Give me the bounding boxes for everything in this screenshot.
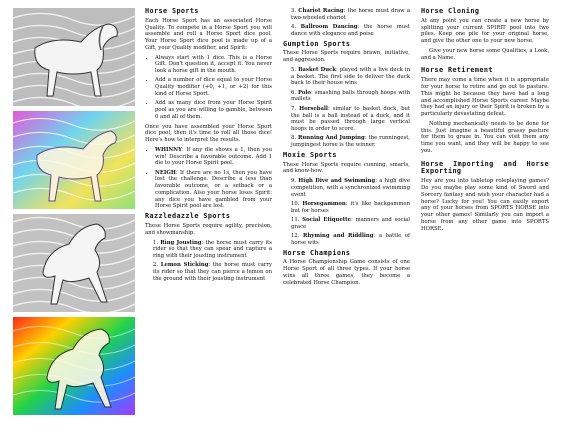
illustration-column [13, 8, 135, 420]
sport-number: 7. [291, 105, 297, 112]
dice-pool-item: • Add a number of dice equal to your Horse Quality modifier (+0, +1, or +2) for this kind of Horse Sport. [155, 77, 272, 97]
sport-desc: : the horse must dance with elegance and poise [291, 24, 410, 37]
razzle-list [145, 240, 272, 283]
sport-item [291, 201, 410, 215]
results-list [145, 147, 272, 210]
horse-sketch-icon [13, 8, 135, 106]
horse-sports-heading: Horse Sports [145, 7, 199, 15]
sport-name: Social Etiquette [302, 217, 351, 223]
text-column-3 [421, 8, 549, 235]
horse-illustration-grayscale-2 [13, 214, 135, 312]
sport-name: Ballroom Dancing [300, 24, 358, 31]
horse-psychedelic-icon [13, 111, 135, 209]
cloning-text-2: Give your new horse some Qualities, a Look, and a Name. [421, 47, 549, 61]
sport-desc: : the runningest, jumpingest horse is the winner. [291, 135, 411, 149]
sport-item [291, 217, 410, 231]
sport-number: 5. [291, 66, 297, 73]
horse-illustration-rainbow [13, 317, 135, 415]
sport-item [291, 178, 410, 198]
sport-desc: : the horse must carry its rider so that they can pierce a lemon on the ground with their jousting instrument [153, 262, 272, 282]
sport-desc: : similar to basket duck, but the ball is a ball instead of a duck, and it must be passed through large vertical hoops in order to score. [291, 105, 410, 133]
sport-item [291, 135, 410, 149]
result-text: : If any die shows a 1, then you win! Describe a favorable outcome. Add 1 die to your Horse Spirit pool. [155, 146, 272, 167]
sport-number: 9. [291, 178, 297, 185]
gumption-intro: These Horse Sports require brawn, initiative, and aggression. [283, 50, 410, 64]
sport-name: Lemon Sticking [160, 262, 209, 269]
sport-item [291, 106, 410, 133]
sport-item [291, 8, 410, 22]
champions-text: A Horse Championship Game consists of one Horse Sport of all three types. If your horse wins all three games, they become a celebrated Horse Champion. [283, 259, 410, 286]
razzle-intro: These Horse Sports require agility, precision, and showmanship. [145, 223, 272, 236]
sport-desc: : the horse must draw a two-wheeled chariot [291, 8, 411, 21]
sport-item [291, 67, 410, 87]
text-column-2 [283, 8, 410, 289]
moxie-heading: Moxie Sports [283, 150, 337, 159]
cloning-text: At any point you can create a new horse by splitting your current SPIRIT pool into two piles. Keep one pile for your original horse, and give the other one to your new horse. [421, 17, 549, 45]
sport-number: 8. [291, 135, 297, 142]
moxie-intro: These Horse Sports require cunning, smarts, and know-how. [283, 161, 410, 175]
sport-number: 11. [291, 217, 300, 223]
sport-number: 3. [291, 8, 297, 14]
results-intro: Once you have assembled your Horse Sport dice pool, then it's time to roll all those dice! Here's how to interpret the results. [145, 123, 272, 144]
razzle-list-continued [283, 8, 410, 38]
sport-name: Rhyming and Riddling [303, 233, 374, 240]
dice-pool-item: • Always start with 1 dice. This is a Horse Gift. Don't question it, accept it. You never look a horse gift in the mouth. [155, 55, 272, 75]
sport-name: Horseball [299, 105, 328, 112]
sport-number: 4. [291, 24, 297, 31]
result-term: WHINNY [155, 146, 182, 153]
retirement-heading: Horse Retirement [421, 66, 493, 75]
champions-heading: Horse Champions [283, 248, 351, 257]
importing-heading: Horse Importing and Horse Exporting [421, 159, 549, 176]
sport-desc: : a battle of horse wits [291, 233, 410, 246]
sport-name: Basket Duck [298, 66, 336, 73]
sport-number: 1. [153, 239, 159, 246]
sport-desc: : played with a live duck in a basket. The first side to deliver the duck back to their house wins [291, 66, 410, 87]
sport-desc: : it's like backgammon but for horses [291, 200, 410, 214]
sport-name: Horsegammon [302, 200, 346, 207]
retirement-text: There may come a time when it is appropriate for your horse to retire and go out to pasture. This might be because they have had a long and accomplished Horse Sports career. Maybe they had an injury or their Spirit is broken by a particularly devastating defeat. [421, 77, 549, 118]
horse-sports-intro: Each Horse Sport has an associated Horse Quality. To compete in a Horse Sport you will assemble and roll a Horse Sport dice pool. Your Horse Sport dice pool is made up of a Gift, your Quality modifier, and Spirit: [145, 17, 272, 51]
result-text: : If there are no 1s, then you have lost the challenge. Describe a less than favorable outcome, or a setback or a complication. Also your horse loses Spirit: any dice you have gambled from your Horse Spirit pool are lost. [155, 169, 272, 210]
sport-desc: : manners and social grace [291, 217, 411, 230]
sport-item [153, 240, 272, 260]
sport-name: Chariot Racing [298, 8, 344, 14]
sport-item [291, 233, 410, 247]
sport-number: 6. [291, 89, 297, 96]
horse-rearing-icon [13, 214, 135, 312]
sport-item [153, 262, 272, 282]
text-column-1 [145, 8, 272, 286]
moxie-list [283, 178, 410, 246]
sport-name: High Dive and Swimming [298, 178, 376, 185]
sport-number: 10. [291, 200, 300, 207]
sport-item [291, 90, 410, 104]
sport-name: Polo [298, 89, 311, 96]
razzle-heading: Razzledazzle Sports [145, 212, 231, 221]
cloning-heading: Horse Cloning [421, 7, 480, 15]
horse-illustration-grayscale-1 [13, 8, 135, 106]
sport-number: 12. [291, 233, 300, 240]
sport-item [291, 24, 410, 38]
sport-desc: : smashing balls through hoops with mallets [291, 89, 410, 103]
sport-number: 2. [153, 262, 159, 269]
sport-desc: : a high dive competition, with a synchronized swimming event [291, 178, 410, 198]
horse-rainbow-icon [13, 317, 135, 415]
sport-desc: : the horse must carry its rider so that they can spear and capture a ring with their jousting instrument [153, 239, 273, 260]
horse-illustration-psychedelic-1 [13, 111, 135, 209]
dice-pool-item: • Add as many dice from your Horse Spirit pool as you are willing to gamble, between 0 and all of them. [155, 100, 272, 120]
retirement-text-2: Nothing mechanically needs to be done for this. Just imagine a beautiful grassy pasture for them to graze in. You can visit them any time you want, and they will be happy to see you. [421, 120, 549, 154]
gumption-heading: Gumption Sports [283, 39, 351, 48]
result-item [155, 147, 272, 167]
gumption-list [283, 67, 410, 149]
sport-name: Ring Jousting [160, 239, 202, 246]
result-item [155, 170, 272, 211]
importing-text: Hey are you into tabletop roleplaying games? Do you maybe play some kind of Sword and Sorcery fantasy and wish your character had a horse? Lucky for you! You can easily export any of your horses from SPORTS HORSE into your other games! Similarly you can import a horse from any other game into SPORTS HORSE. [421, 178, 549, 232]
sport-name: Running And Jumping [298, 135, 365, 142]
result-term: NEIGH [155, 169, 176, 176]
dice-pool-list [145, 55, 272, 121]
